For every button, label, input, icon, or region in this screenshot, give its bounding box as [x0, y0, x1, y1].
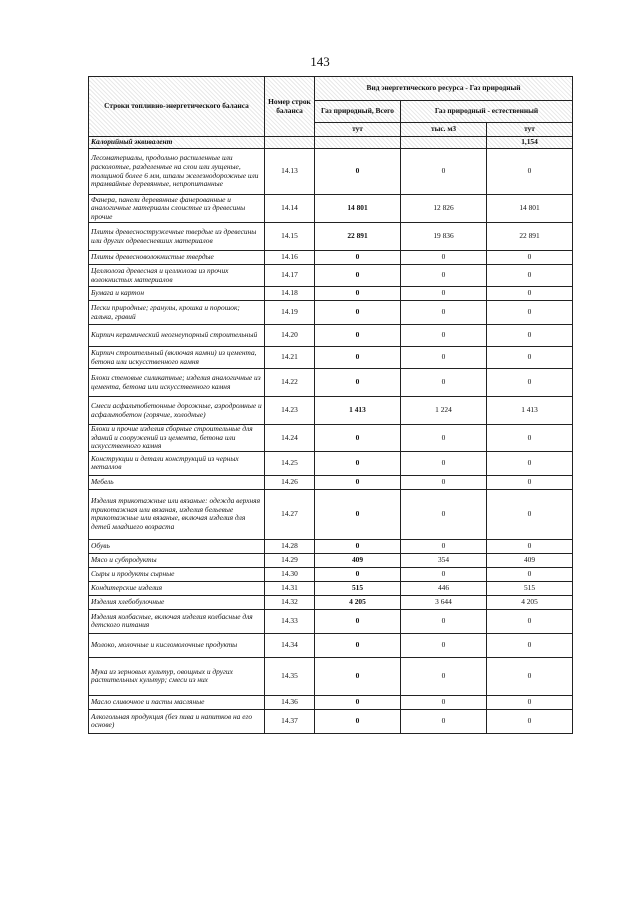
row-code: 14.33: [265, 609, 315, 633]
calorie-total-empty: [315, 137, 401, 149]
row-gas-m3: 446: [401, 581, 487, 595]
table-row: [89, 425, 573, 452]
row-gas-total: 0: [315, 451, 401, 475]
row-gas-total: 0: [315, 609, 401, 633]
row-gas-tut: 0: [487, 265, 573, 287]
row-gas-total: 0: [315, 301, 401, 325]
row-gas-m3: 354: [401, 553, 487, 567]
row-gas-tut: 0: [487, 251, 573, 265]
row-gas-tut: 4 205: [487, 595, 573, 609]
row-gas-tut: 0: [487, 347, 573, 369]
row-code: 14.35: [265, 657, 315, 695]
row-gas-m3: 0: [401, 609, 487, 633]
row-gas-total: 0: [315, 287, 401, 301]
table-row: [89, 657, 573, 695]
row-gas-m3: 0: [401, 425, 487, 452]
header-resource: Вид энергетического ресурса - Газ природный: [315, 77, 573, 101]
row-code: 14.23: [265, 397, 315, 425]
header-rows: Строки топливно-энергетического баланса: [89, 77, 265, 137]
row-name: Конструкции и детали конструкций из черных металлов: [89, 451, 265, 475]
row-gas-m3: 0: [401, 451, 487, 475]
row-name: Кирпич керамический неогнеупорный строительный: [89, 325, 265, 347]
table-row: [89, 539, 573, 553]
row-gas-m3: 0: [401, 369, 487, 397]
row-gas-total: 0: [315, 425, 401, 452]
row-gas-total: 0: [315, 657, 401, 695]
table-row: [89, 489, 573, 539]
row-gas-total: 0: [315, 347, 401, 369]
table-row: [89, 223, 573, 251]
row-gas-m3: 1 224: [401, 397, 487, 425]
row-gas-total: 0: [315, 539, 401, 553]
table-row: [89, 369, 573, 397]
row-name: Плиты древесноволокнистые твердые: [89, 251, 265, 265]
row-gas-m3: 0: [401, 301, 487, 325]
row-gas-m3: 0: [401, 287, 487, 301]
row-code: 14.29: [265, 553, 315, 567]
table-row: [89, 595, 573, 609]
row-name: Целлюлоза древесная и целлюлоза из прочих волокнистых материалов: [89, 265, 265, 287]
row-code: 14.25: [265, 451, 315, 475]
table-row: [89, 567, 573, 581]
row-gas-m3: 0: [401, 265, 487, 287]
row-name: Блоки и прочие изделия сборные строительные для зданий и сооружений из цемента, бетона или искусственного камня: [89, 425, 265, 452]
row-gas-tut: 0: [487, 369, 573, 397]
row-gas-total: 0: [315, 633, 401, 657]
row-gas-total: 0: [315, 567, 401, 581]
row-code: 14.26: [265, 475, 315, 489]
row-name: Изделия хлебобулочные: [89, 595, 265, 609]
unit-tut-total: тут: [315, 123, 401, 137]
row-gas-m3: 0: [401, 539, 487, 553]
table-row: [89, 325, 573, 347]
table-row: [89, 149, 573, 195]
row-code: 14.32: [265, 595, 315, 609]
row-code: 14.37: [265, 709, 315, 733]
row-name: Мясо и субпродукты: [89, 553, 265, 567]
row-code: 14.30: [265, 567, 315, 581]
row-gas-tut: 0: [487, 695, 573, 709]
row-code: 14.27: [265, 489, 315, 539]
row-gas-m3: 0: [401, 567, 487, 581]
row-gas-m3: 0: [401, 633, 487, 657]
row-gas-total: 0: [315, 475, 401, 489]
row-gas-total: 515: [315, 581, 401, 595]
row-gas-total: 0: [315, 325, 401, 347]
row-code: 14.16: [265, 251, 315, 265]
row-code: 14.14: [265, 195, 315, 223]
table-row: [89, 633, 573, 657]
row-gas-m3: 0: [401, 149, 487, 195]
row-code: 14.34: [265, 633, 315, 657]
row-gas-tut: 1 413: [487, 397, 573, 425]
row-code: 14.19: [265, 301, 315, 325]
row-gas-tut: 0: [487, 475, 573, 489]
row-name: Плиты древесностружечные твердые из древесины или других одревесневших материалов: [89, 223, 265, 251]
row-gas-tut: 0: [487, 451, 573, 475]
table-row: [89, 301, 573, 325]
row-name: Фанера, панели деревянные фанерованные и аналогичные материалы слоистые из древесины прочие: [89, 195, 265, 223]
table-row: [89, 287, 573, 301]
row-gas-tut: 0: [487, 657, 573, 695]
row-gas-total: 0: [315, 149, 401, 195]
row-code: 14.31: [265, 581, 315, 595]
row-code: 14.22: [265, 369, 315, 397]
table-row: [89, 695, 573, 709]
row-gas-m3: 0: [401, 657, 487, 695]
row-gas-total: 0: [315, 251, 401, 265]
table-row: [89, 397, 573, 425]
row-code: 14.28: [265, 539, 315, 553]
row-gas-tut: 0: [487, 287, 573, 301]
row-code: 14.24: [265, 425, 315, 452]
unit-m3: тыс. м3: [401, 123, 487, 137]
row-gas-tut: 0: [487, 489, 573, 539]
row-code: 14.15: [265, 223, 315, 251]
row-code: 14.36: [265, 695, 315, 709]
row-gas-m3: 19 836: [401, 223, 487, 251]
row-name: Пески природные; гранулы, крошка и порошок; галька, гравий: [89, 301, 265, 325]
row-name: Обувь: [89, 539, 265, 553]
row-gas-tut: 409: [487, 553, 573, 567]
row-name: Изделия колбасные, включая изделия колбасные для детского питания: [89, 609, 265, 633]
row-name: Бумага и картон: [89, 287, 265, 301]
row-gas-m3: 0: [401, 709, 487, 733]
row-gas-total: 409: [315, 553, 401, 567]
calorie-value: 1,154: [487, 137, 573, 149]
unit-tut: тут: [487, 123, 573, 137]
row-code: 14.18: [265, 287, 315, 301]
calorie-code-empty: [265, 137, 315, 149]
row-gas-m3: 3 644: [401, 595, 487, 609]
table-row: [89, 553, 573, 567]
row-gas-total: 22 891: [315, 223, 401, 251]
header-gas-natural: Газ природный - естественный: [401, 101, 573, 123]
row-name: Кондитерские изделия: [89, 581, 265, 595]
header-code: Номер строк баланса: [265, 77, 315, 137]
table-row: [89, 709, 573, 733]
row-gas-tut: 0: [487, 539, 573, 553]
row-gas-m3: 0: [401, 325, 487, 347]
row-gas-total: 0: [315, 709, 401, 733]
row-gas-m3: 0: [401, 251, 487, 265]
row-name: Алкогольная продукция (без пива и напитков на его основе): [89, 709, 265, 733]
row-gas-total: 14 801: [315, 195, 401, 223]
header-gas-total: Газ природный, Всего: [315, 101, 401, 123]
row-gas-tut: 0: [487, 633, 573, 657]
row-gas-tut: 0: [487, 149, 573, 195]
row-gas-tut: 0: [487, 425, 573, 452]
row-name: Смеси асфальтобетонные дорожные, аэродромные и асфальтобетон (горячие, холодные): [89, 397, 265, 425]
row-gas-tut: 0: [487, 709, 573, 733]
row-gas-total: 0: [315, 265, 401, 287]
row-name: Мебель: [89, 475, 265, 489]
row-gas-total: 4 205: [315, 595, 401, 609]
row-name: Лесоматериалы, продольно распиленные или расколотые, разделенные на слои или лущеные, толщиной более 6 мм, шпалы железнодорожные или трамвайные деревянные, непропитанные: [89, 149, 265, 195]
row-gas-m3: 0: [401, 695, 487, 709]
row-name: Мука из зерновых культур, овощных и других растительных культур; смеси из них: [89, 657, 265, 695]
row-gas-m3: 12 826: [401, 195, 487, 223]
row-gas-m3: 0: [401, 347, 487, 369]
row-gas-tut: 0: [487, 567, 573, 581]
row-name: Кирпич строительный (включая камни) из цемента, бетона или искусственного камня: [89, 347, 265, 369]
row-gas-total: 1 413: [315, 397, 401, 425]
calorie-label: Калорийный эквивалент: [89, 137, 265, 149]
row-gas-total: 0: [315, 369, 401, 397]
row-gas-total: 0: [315, 489, 401, 539]
row-name: Молоко, молочные и кисломолочные продукты: [89, 633, 265, 657]
table-row: [89, 347, 573, 369]
row-gas-tut: 0: [487, 301, 573, 325]
energy-balance-table: [88, 76, 573, 734]
table-row: [89, 251, 573, 265]
row-gas-tut: 14 801: [487, 195, 573, 223]
row-code: 14.20: [265, 325, 315, 347]
row-gas-tut: 0: [487, 609, 573, 633]
calorie-row: [89, 137, 573, 149]
row-gas-total: 0: [315, 695, 401, 709]
row-gas-tut: 22 891: [487, 223, 573, 251]
page-number: 143: [310, 54, 330, 69]
table-row: [89, 265, 573, 287]
row-name: Масло сливочное и пасты масляные: [89, 695, 265, 709]
row-code: 14.13: [265, 149, 315, 195]
row-code: 14.21: [265, 347, 315, 369]
row-name: Сыры и продукты сырные: [89, 567, 265, 581]
table-row: [89, 451, 573, 475]
table-row: [89, 195, 573, 223]
row-name: Блоки стеновые силикатные; изделия аналогичные из цемента, бетона или искусственного камня: [89, 369, 265, 397]
row-gas-m3: 0: [401, 489, 487, 539]
row-name: Изделия трикотажные или вязаные: одежда верхняя трикотажная или вязаная, изделия бельевые трикотажные или вязаные, включая изделия для детей младшего возраста: [89, 489, 265, 539]
row-gas-tut: 0: [487, 325, 573, 347]
row-code: 14.17: [265, 265, 315, 287]
table-row: [89, 581, 573, 595]
row-gas-m3: 0: [401, 475, 487, 489]
table-row: [89, 609, 573, 633]
table-row: [89, 475, 573, 489]
calorie-m3-empty: [401, 137, 487, 149]
row-gas-tut: 515: [487, 581, 573, 595]
